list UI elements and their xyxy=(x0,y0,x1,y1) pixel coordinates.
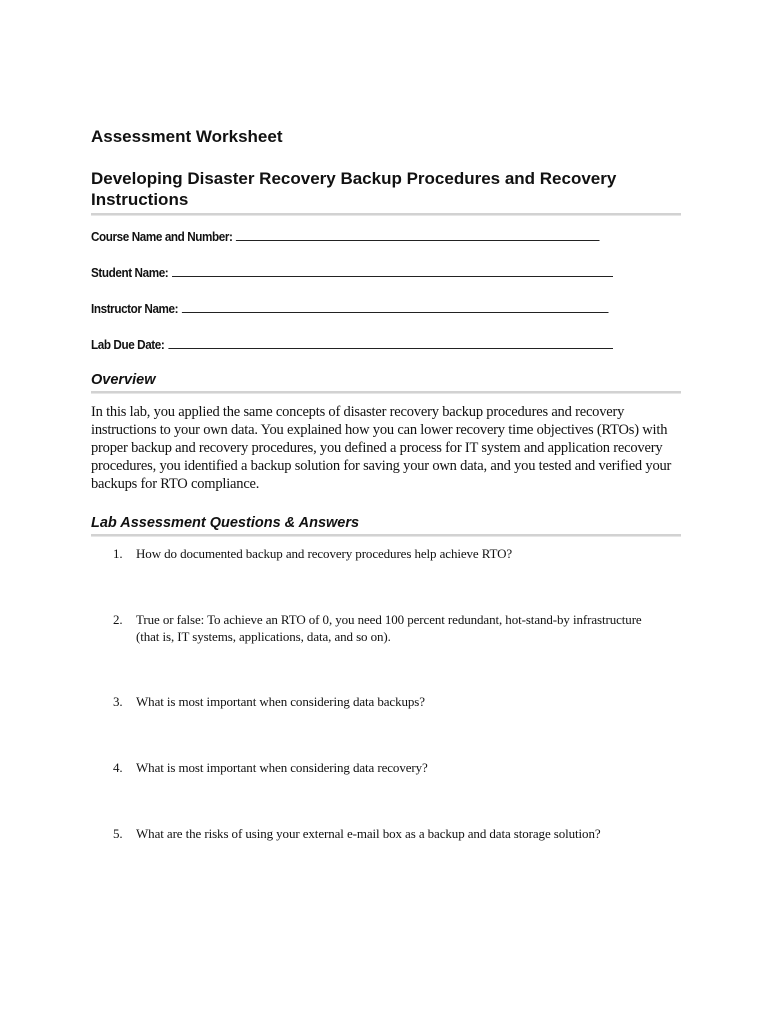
student-name-field[interactable] xyxy=(91,263,622,281)
instructor-name-field[interactable] xyxy=(91,299,622,317)
overview-divider xyxy=(91,391,681,394)
course-name-field[interactable] xyxy=(91,227,622,245)
lab-due-date-field[interactable] xyxy=(91,335,622,353)
worksheet-page xyxy=(91,126,681,842)
question-item xyxy=(91,545,646,562)
question-text: What is most important when considering data backups? xyxy=(136,694,425,709)
course-name-label: Course Name and Number: xyxy=(91,229,233,244)
question-number: 3. xyxy=(113,694,123,709)
lab-due-date-label: Lab Due Date: xyxy=(91,337,165,352)
question-item xyxy=(91,759,646,776)
document-title: Developing Disaster Recovery Backup Procedures and Recovery Instructions xyxy=(91,169,617,209)
lab-due-date-blank[interactable] xyxy=(168,335,613,349)
qa-divider xyxy=(91,534,681,537)
question-number: 2. xyxy=(113,612,123,627)
title-divider xyxy=(91,213,681,216)
question-text: True or false: To achieve an RTO of 0, you need 100 percent redundant, hot-stand-by infrastructure (that is, IT systems, applications, data, and so on). xyxy=(136,612,642,644)
instructor-name-label: Instructor Name: xyxy=(91,301,179,316)
course-name-blank[interactable] xyxy=(236,227,600,241)
question-item xyxy=(91,825,646,842)
question-number: 4. xyxy=(113,760,123,775)
worksheet-label: Assessment Worksheet xyxy=(91,127,283,146)
overview-heading: Overview xyxy=(91,372,156,388)
question-number: 5. xyxy=(113,826,123,841)
question-list xyxy=(91,545,681,842)
instructor-name-blank[interactable] xyxy=(182,299,609,313)
question-text: What is most important when considering data recovery? xyxy=(136,760,428,775)
question-text: How do documented backup and recovery procedures help achieve RTO? xyxy=(136,546,513,561)
question-text: What are the risks of using your external e-mail box as a backup and data storage solution? xyxy=(136,826,601,841)
question-number: 1. xyxy=(113,546,123,561)
qa-heading: Lab Assessment Questions & Answers xyxy=(91,515,360,531)
student-name-label: Student Name: xyxy=(91,265,169,280)
student-name-blank[interactable] xyxy=(172,263,613,277)
student-info-fields xyxy=(91,227,681,353)
overview-paragraph: In this lab, you applied the same concepts of disaster recovery backup procedures and recovery instructions to your own data. You explained how you can lower recovery time objectives (RTOs) with proper backup and recovery procedures, you defined a process for IT system and application recovery procedures, you identified a backup solution for saving your own data, and you tested and verified your backups for RTO compliance. xyxy=(91,404,672,492)
question-item xyxy=(91,693,646,710)
question-item xyxy=(91,611,646,645)
